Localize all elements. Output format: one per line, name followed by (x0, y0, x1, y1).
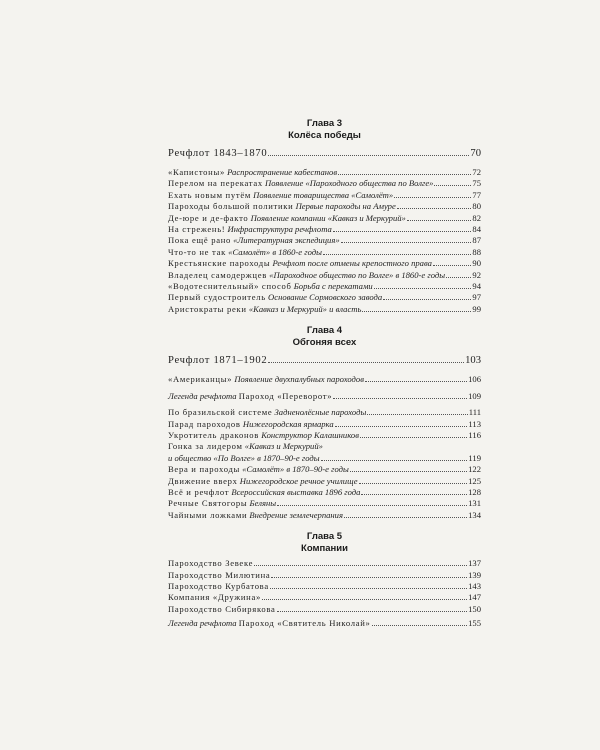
toc-entry[interactable] (168, 213, 481, 224)
chapter-label: Глава 4 (306, 325, 343, 337)
toc-entry[interactable] (168, 190, 481, 201)
toc-entry[interactable] (168, 476, 481, 487)
entry-subtitle-cont: и общество «По Волге» в 1870–90-е годы (168, 452, 320, 463)
dot-leader (271, 576, 467, 578)
dot-leader (383, 298, 471, 300)
page-number: 70 (470, 148, 481, 159)
legend-entry[interactable] (168, 618, 481, 629)
dot-leader (350, 470, 467, 472)
page-number: 103 (465, 355, 481, 367)
entry-title: На стрежень! (168, 224, 226, 235)
toc-entry[interactable] (168, 487, 481, 498)
toc-entry[interactable] (168, 224, 481, 235)
toc-entry[interactable] (168, 178, 481, 189)
era-entry[interactable] (168, 148, 481, 159)
page-number: 92 (472, 269, 481, 280)
toc-entry[interactable] (168, 292, 481, 303)
entry-subtitle: Инфраструктура речфлота (227, 224, 332, 235)
page-number: 147 (468, 592, 481, 603)
chapter-heading (168, 531, 481, 555)
entry-subtitle: Появление товарищества «Самолёт» (253, 189, 394, 200)
entry-list (168, 167, 481, 315)
dot-leader (365, 380, 467, 382)
chapter-5 (168, 531, 481, 629)
dot-leader (335, 425, 468, 427)
toc-entry[interactable] (168, 281, 481, 292)
entry-title: Пароходство Сибирякова (168, 603, 276, 614)
page-number: 150 (468, 603, 481, 614)
toc-entry[interactable] (168, 258, 481, 269)
entry-subtitle: Внедрение землечерпания (249, 509, 343, 520)
dot-leader (367, 413, 467, 415)
entry-title: «Водотеснительный» способ (168, 281, 292, 292)
dot-leader (446, 276, 471, 278)
toc-entry[interactable] (168, 464, 481, 475)
page-number: 75 (472, 178, 481, 189)
entry-title: Укротитель драконов (168, 429, 260, 440)
toc-entry[interactable] (168, 270, 481, 281)
page-number: 137 (468, 558, 481, 569)
toc-entry[interactable] (168, 201, 481, 212)
chapter-4 (168, 325, 481, 521)
entry-title: Пароходство Милютина (168, 569, 271, 580)
dot-leader (268, 154, 469, 156)
toc-entry[interactable] (168, 167, 481, 178)
dot-leader (333, 230, 472, 232)
dot-leader (344, 516, 467, 518)
dot-leader (394, 196, 471, 198)
chapter-heading (168, 118, 481, 142)
dot-leader (397, 207, 472, 209)
dot-leader (254, 564, 467, 566)
entry-title: Крестьянские пароходы (168, 258, 271, 269)
toc-entry[interactable] (168, 430, 481, 441)
entry-title: Пароход «Переворот» (238, 390, 333, 401)
dot-leader (359, 482, 468, 484)
dot-leader (338, 173, 471, 175)
entry-subtitle: «Самолёт» в 1860-е годы (228, 246, 322, 257)
entry-subtitle: «Самолёт» в 1870–90-е годы (242, 464, 349, 475)
page-number: 111 (468, 407, 481, 418)
entry-title: Компания «Дружина» (168, 592, 261, 603)
page-number: 97 (472, 292, 481, 303)
dot-leader (277, 504, 467, 506)
entry-title: «Капистоны» (168, 167, 225, 177)
era-entry[interactable] (168, 355, 481, 366)
chapter-title: Компании (301, 543, 348, 555)
entry-title: Что-то не так (168, 246, 226, 257)
entry-title: Пока ещё рано (168, 235, 232, 246)
dot-leader (361, 493, 467, 495)
entry-subtitle: Всероссийская выставка 1896 года (231, 486, 361, 497)
entry-subtitle: Задненолёсные пароходы (274, 407, 367, 418)
entry-subtitle: Конструктор Калашников (261, 429, 359, 440)
entry-subtitle: Речфлот после отмены крепостного права (272, 258, 432, 269)
page-number: 80 (472, 201, 481, 212)
entry-subtitle: «Кавказ и Меркурий» (244, 441, 323, 452)
legend-entry[interactable] (168, 391, 481, 402)
page-number: 88 (472, 246, 481, 257)
toc-entry-multiline[interactable] (168, 441, 481, 464)
entry-subtitle: «Литературная экспедиция» (233, 235, 340, 246)
dot-leader (277, 610, 468, 612)
entry-title: Де-юре и де-факто (168, 212, 249, 223)
entry-title: Движение вверх (168, 475, 238, 486)
entry-subtitle: Появление двухпалубных пароходов (234, 374, 364, 385)
toc-entry[interactable] (168, 374, 481, 385)
toc-entry[interactable] (168, 558, 481, 569)
page-number: 82 (472, 212, 481, 223)
entry-subtitle: Распространение кабестанов (227, 167, 338, 177)
page-number: 87 (472, 235, 481, 246)
entry-subtitle: «Пароходное общество по Волге» в 1860-е годы (269, 269, 446, 280)
entry-title: Парад пароходов (168, 418, 241, 429)
toc-entry[interactable] (168, 235, 481, 246)
entry-title: Пароход «Святитель Николай» (238, 618, 371, 629)
era-title: Речфлот 1843–1870 (168, 148, 268, 159)
entry-subtitle: Легенда речфлота (168, 618, 237, 629)
entry-title: Владелец самодержцев (168, 269, 267, 280)
entry-subtitle: Первые пароходы на Амуре (295, 201, 396, 212)
page-number: 113 (468, 418, 481, 429)
entry-subtitle: Основание Сормовского завода (268, 292, 383, 303)
page-number: 77 (472, 189, 481, 200)
dot-leader (262, 598, 467, 600)
toc-entry[interactable] (168, 407, 481, 418)
entry-subtitle: Легенда речфлота (168, 390, 237, 401)
table-of-contents (168, 118, 481, 640)
page-number: 119 (468, 452, 481, 463)
entry-title: Гонка за лидером (168, 441, 243, 452)
dot-leader (321, 459, 468, 461)
entry-subtitle: Появление компании «Кавказ и Меркурий» (250, 212, 406, 223)
entry-subtitle: Беляны (249, 498, 277, 509)
entry-subtitle: Появление «Пароходного общества по Волге» (265, 178, 434, 189)
entry-list (168, 374, 481, 385)
toc-entry[interactable] (168, 581, 481, 592)
dot-leader (333, 397, 467, 399)
toc-entry[interactable] (168, 247, 481, 258)
entry-title: Перелом на перекатах (168, 178, 263, 189)
toc-entry[interactable] (168, 592, 481, 603)
dot-leader (433, 264, 471, 266)
entry-title: «Американцы» (168, 374, 233, 385)
entry-subtitle: Нижегородская ярмарка (242, 418, 334, 429)
era-title: Речфлот 1871–1902 (168, 355, 268, 367)
dot-leader (434, 184, 471, 186)
entry-subtitle: Нижегородское речное училище (239, 475, 358, 486)
dot-leader (362, 310, 471, 312)
entry-list (168, 407, 481, 441)
entry-title: Пароходство Зевеке (168, 558, 254, 569)
page-number: 106 (468, 374, 481, 385)
page-number: 125 (468, 475, 481, 486)
entry-title: По бразильской системе (168, 407, 273, 418)
page-number: 143 (468, 580, 481, 591)
toc-entry[interactable] (168, 604, 481, 615)
page-number: 131 (468, 498, 481, 509)
toc-entry[interactable] (168, 304, 481, 315)
entry-title: Речные Святогоры (168, 498, 248, 509)
dot-leader (372, 624, 468, 626)
page-number: 116 (468, 429, 481, 440)
page-number: 99 (472, 303, 481, 314)
entry-list (168, 558, 481, 615)
page-number: 134 (468, 509, 481, 520)
entry-subtitle: «Кавказ и Меркурий» и власть (248, 303, 362, 314)
chapter-title: Колёса победы (288, 130, 361, 141)
dot-leader (407, 219, 472, 221)
toc-entry[interactable] (168, 498, 481, 509)
entry-title: Чайными ложками (168, 509, 248, 520)
page-number: 94 (472, 281, 481, 292)
page-number: 122 (468, 464, 481, 475)
entry-list (168, 464, 481, 521)
chapter-label: Глава 3 (306, 118, 343, 129)
page-number: 72 (472, 167, 481, 177)
toc-entry[interactable] (168, 419, 481, 430)
dot-leader (374, 287, 472, 289)
entry-title: Пароходство Курбатова (168, 580, 269, 591)
entry-title: Ехать новым путём (168, 189, 251, 200)
dot-leader (360, 436, 467, 438)
page-number: 155 (468, 618, 481, 629)
page-number: 109 (468, 390, 481, 401)
entry-title: Первый судостроитель (168, 292, 266, 303)
page-number: 90 (472, 258, 481, 269)
entry-title: Аристократы реки (168, 303, 247, 314)
dot-leader (270, 587, 467, 589)
chapter-label: Глава 5 (306, 531, 343, 543)
dot-leader (268, 361, 464, 363)
entry-subtitle: Борьба с перекатами (293, 281, 373, 292)
entry-title: Всё и речфлот (168, 486, 230, 497)
chapter-heading (168, 325, 481, 349)
toc-entry[interactable] (168, 570, 481, 581)
page-number: 84 (472, 224, 481, 235)
page-number: 139 (468, 569, 481, 580)
toc-entry[interactable] (168, 510, 481, 521)
dot-leader (323, 253, 471, 255)
entry-title: Пароходы большой политики (168, 201, 294, 212)
entry-title: Вера и пароходы (168, 464, 241, 475)
dot-leader (341, 241, 472, 243)
chapter-title: Обгоняя всех (292, 337, 357, 349)
page-number: 128 (468, 486, 481, 497)
chapter-3 (168, 118, 481, 315)
